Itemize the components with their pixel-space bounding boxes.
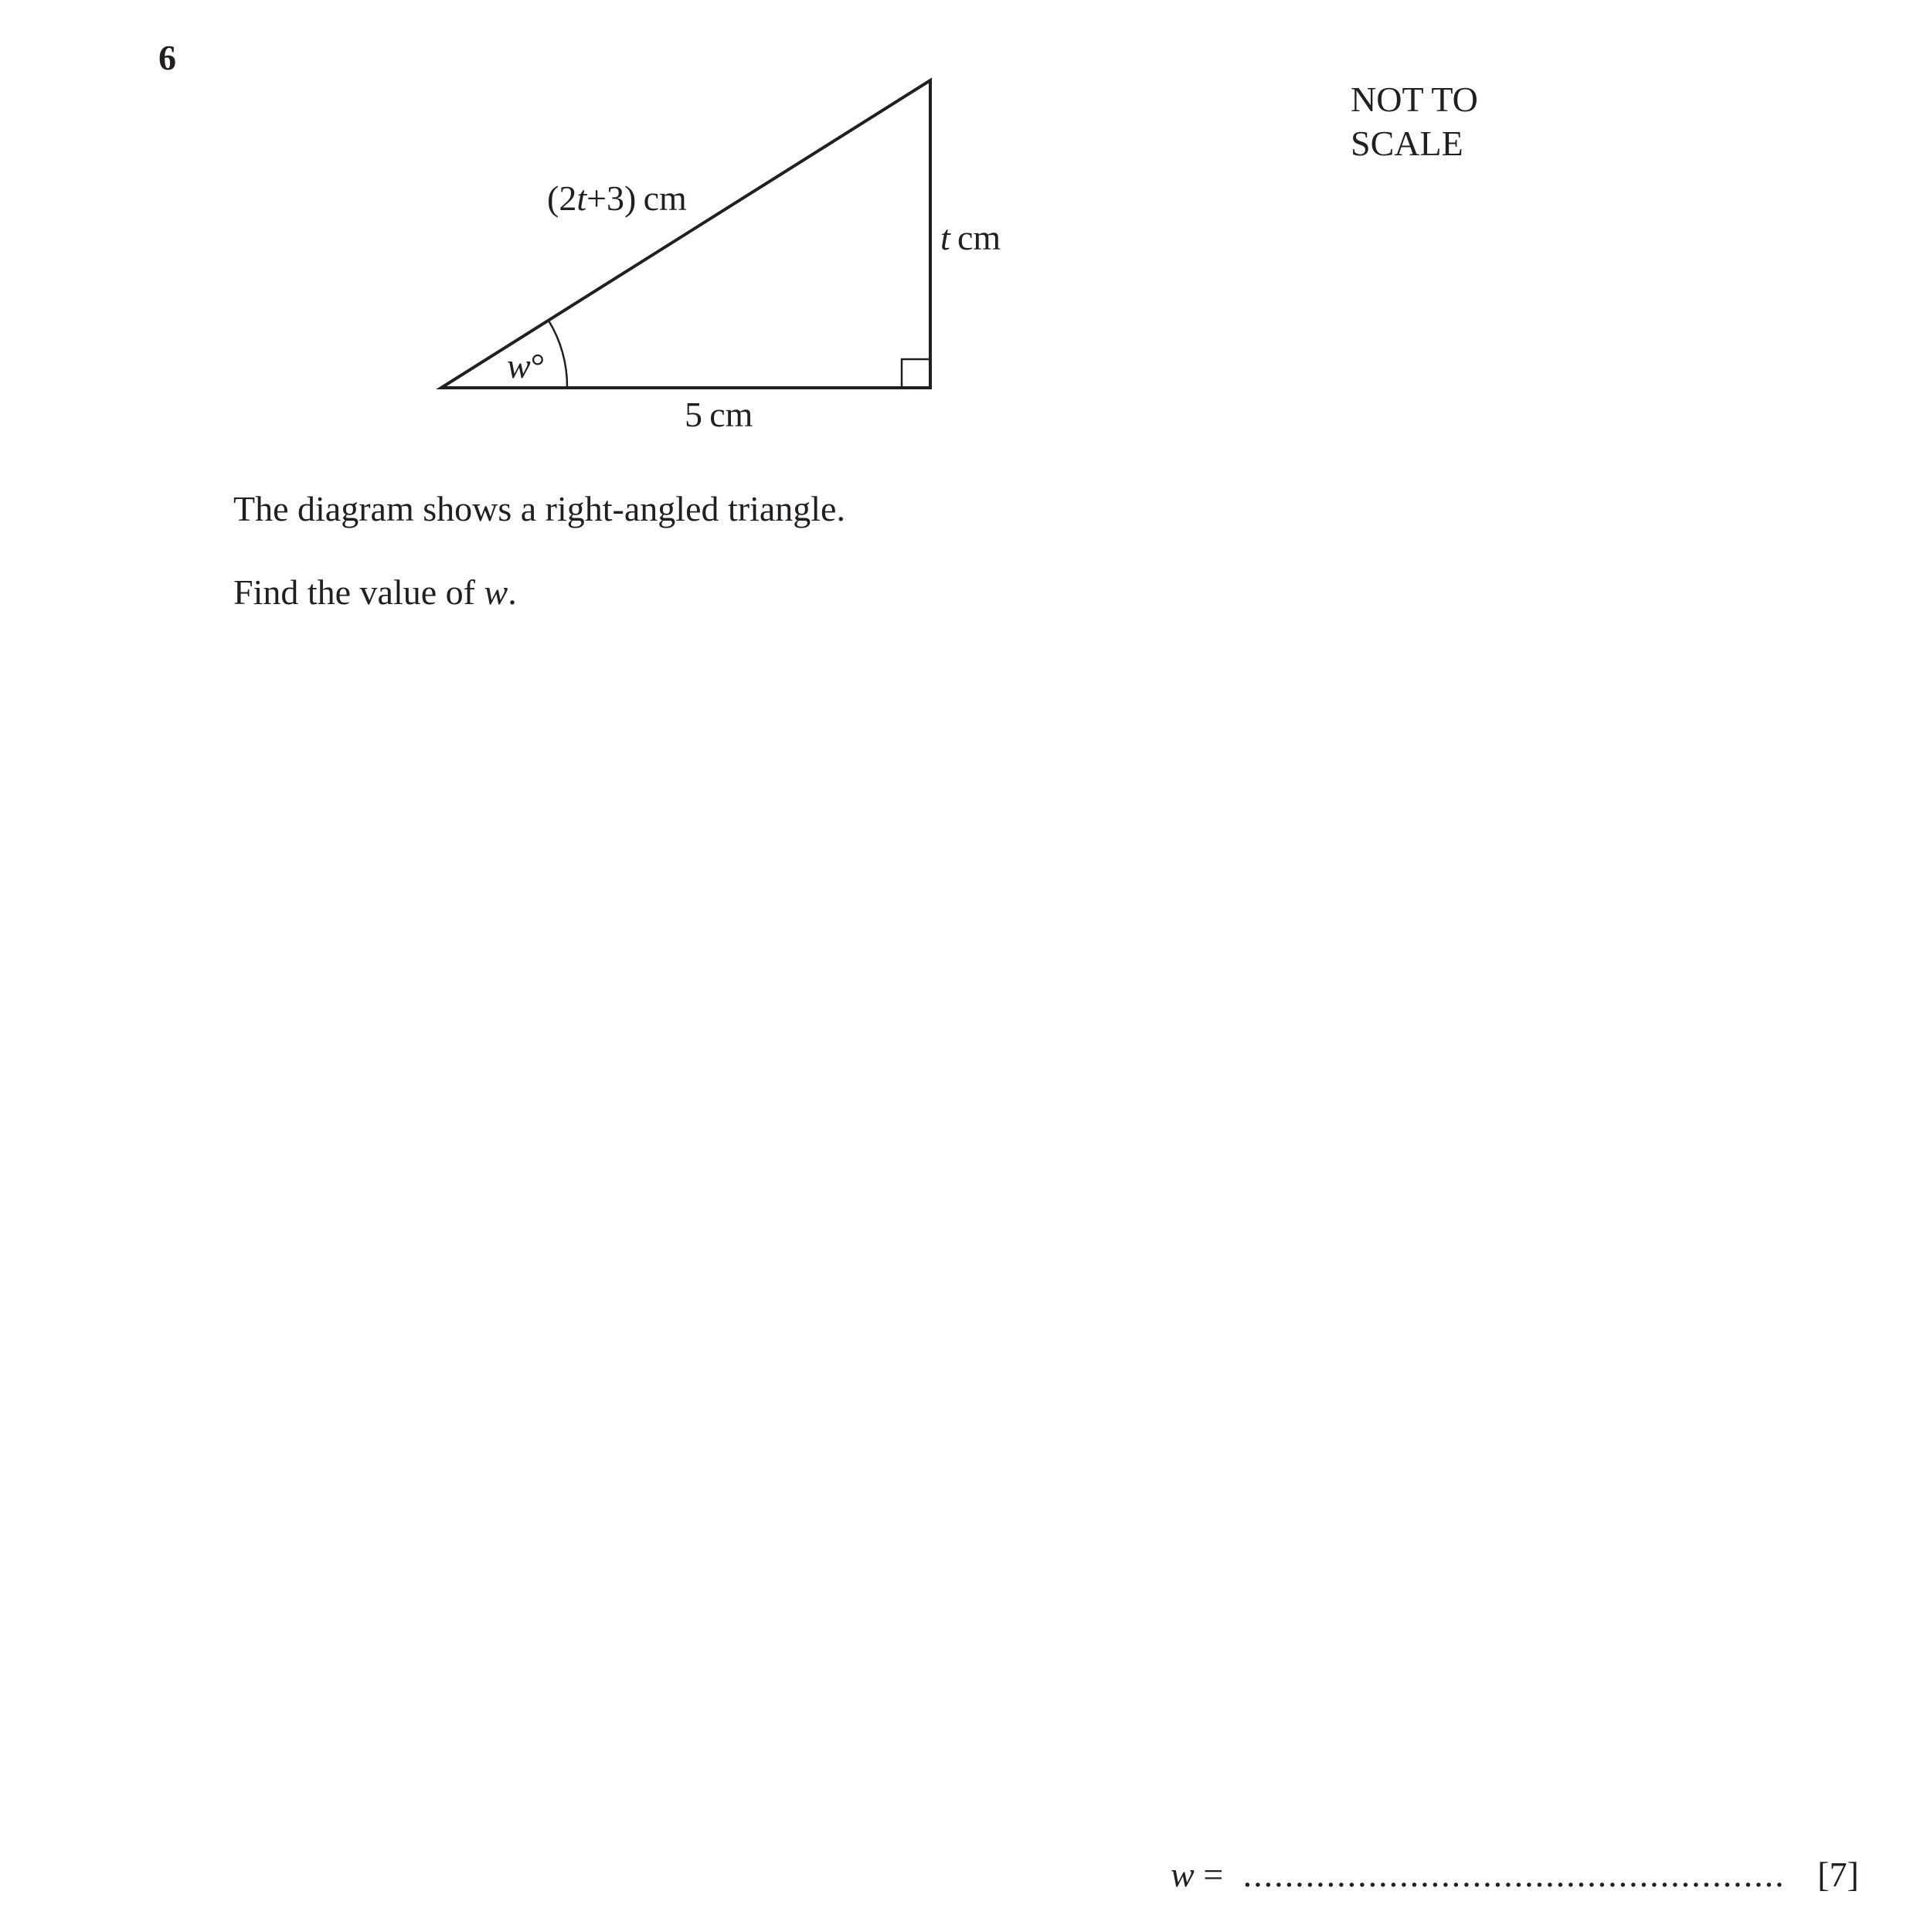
angle-label: w° [507, 346, 546, 385]
hypotenuse-label: (2t+3) cm [547, 178, 687, 218]
answer-line [1171, 1854, 1859, 1895]
base-label: 5 cm [685, 395, 753, 434]
angle-arc [549, 321, 567, 388]
description-text: The diagram shows a right-angled triangle. [233, 489, 845, 528]
not-to-scale-line-2: SCALE [1351, 124, 1463, 163]
marks-label: [7] [1817, 1855, 1859, 1894]
answer-equals: = [1203, 1855, 1224, 1894]
not-to-scale-line-1: NOT TO [1351, 80, 1478, 119]
right-angle-marker [902, 359, 930, 388]
instruction-text: Find the value of w. [233, 572, 517, 612]
vertical-side-label: t cm [940, 218, 1001, 257]
right-triangle-diagram [0, 0, 1917, 541]
question-number: 6 [158, 38, 176, 77]
answer-variable: w [1171, 1855, 1195, 1894]
answer-blank[interactable]: .................................................... [1242, 1855, 1786, 1894]
triangle-outline [441, 80, 930, 388]
